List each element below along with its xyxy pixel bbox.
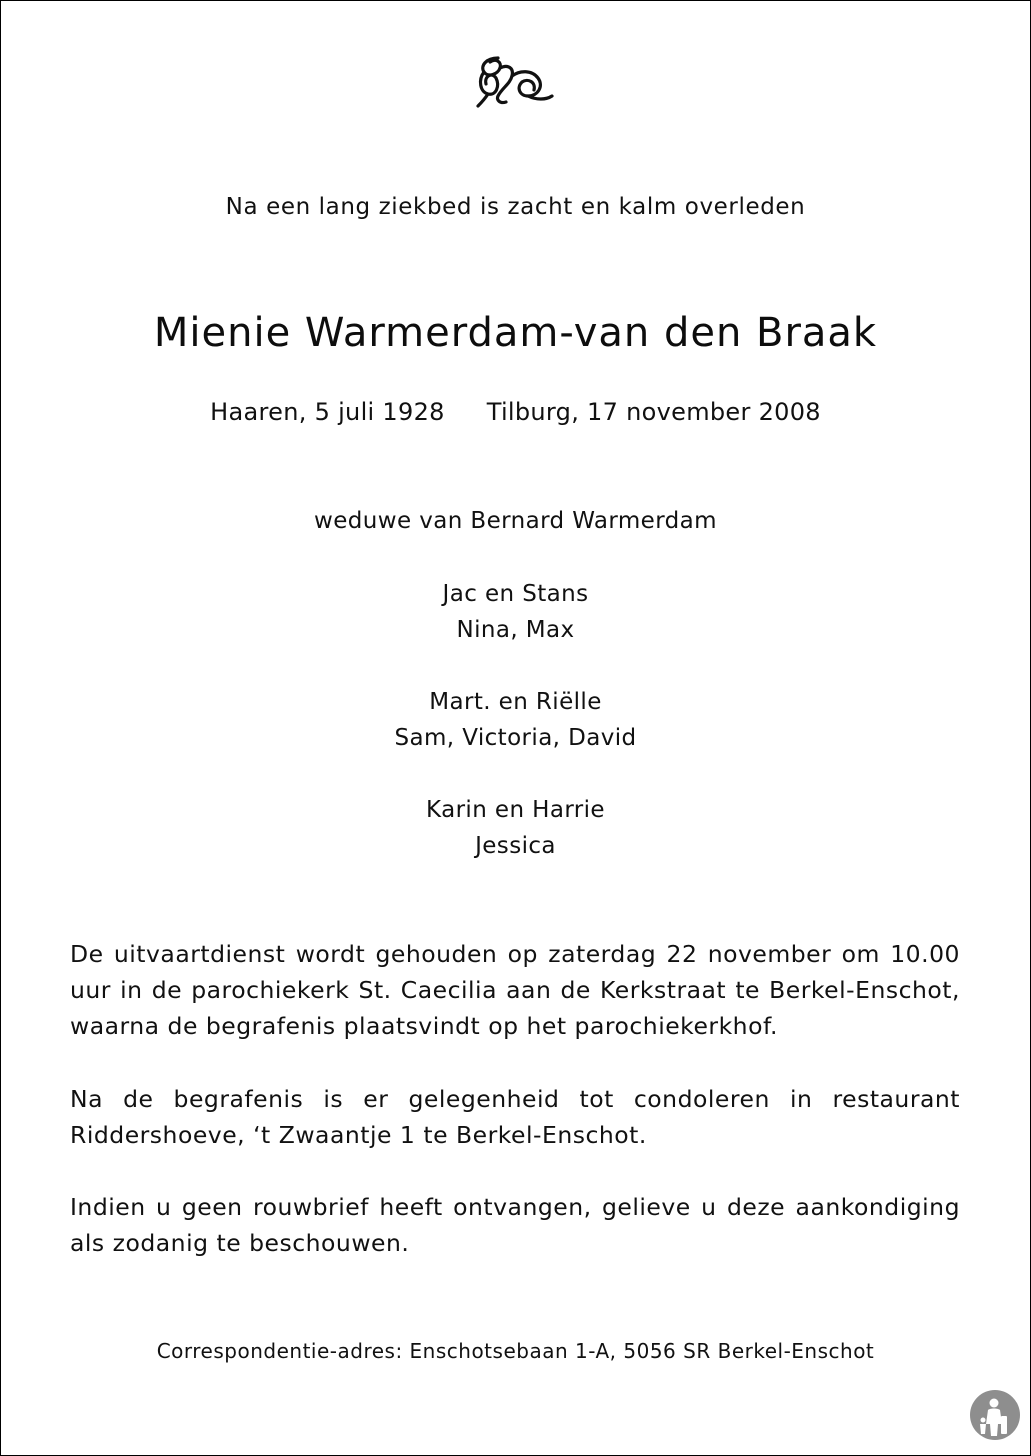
family-children: Sam, Victoria, David: [394, 725, 637, 751]
family-parents: Karin en Harrie: [426, 797, 605, 823]
condolence-paragraph: Na de begrafenis is er gelegenheid tot condoleren in restaurant Riddershoeve, ‘t Zwaantje 1 te Berkel-Enschot.: [70, 1085, 960, 1149]
family-group: [0, 576, 1031, 648]
family-group: [0, 684, 1031, 756]
family-children: Jessica: [475, 833, 556, 859]
mourning-figure-icon: [970, 1390, 1020, 1440]
intro-text: Na een lang ziekbed is zacht en kalm overleden: [225, 194, 806, 220]
family-group: [0, 792, 1031, 864]
correspondence-address: Correspondentie-adres: Enschotsebaan 1-A, 5056 SR Berkel-Enschot: [156, 1339, 875, 1363]
family-parents: Mart. en Riëlle: [429, 689, 602, 715]
leaf-vine-ornament-icon: [474, 52, 556, 108]
deceased-name: Mienie Warmerdam-van den Braak: [153, 310, 878, 356]
death-date: Tilburg, 17 november 2008: [486, 398, 821, 426]
mourning-badge[interactable]: [970, 1390, 1020, 1440]
notice-paragraph: Indien u geen rouwbrief heeft ontvangen, gelieve u deze aankondiging als zodanig te beschouwen.: [70, 1193, 960, 1257]
funeral-service-paragraph: De uitvaartdienst wordt gehouden op zaterdag 22 november om 10.00 uur in de parochiekerk St. Caecilia aan de Kerkstraat te Berkel-Enschot, waarna de begrafenis plaatsvindt op het parochiekerkhof.: [70, 940, 960, 1040]
widow-line: weduwe van Bernard Warmerdam: [314, 508, 717, 534]
family-parents: Jac en Stans: [442, 581, 589, 607]
life-dates: [0, 398, 1031, 426]
birth-date: Haaren, 5 juli 1928: [210, 398, 445, 426]
family-children: Nina, Max: [456, 617, 575, 643]
